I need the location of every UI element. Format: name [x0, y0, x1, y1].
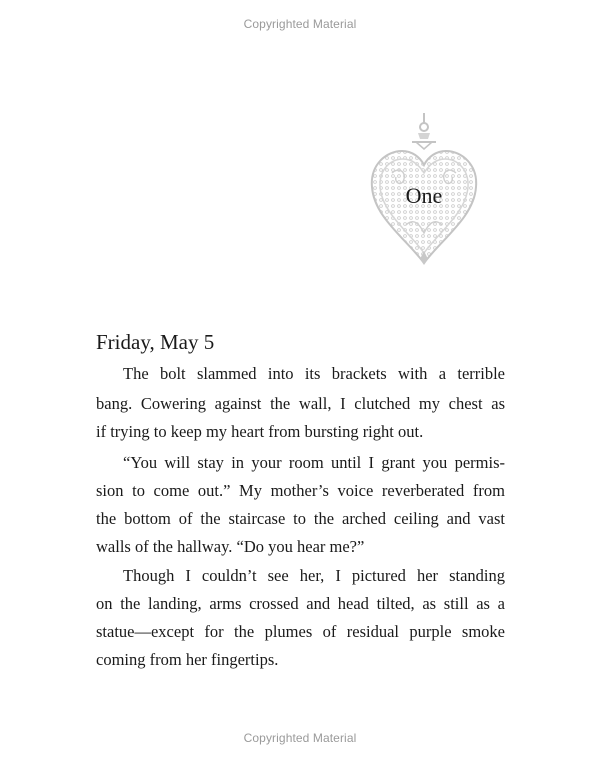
body-line: “You will stay in your room until I grant you permis-	[123, 453, 505, 472]
body-line: on the landing, arms crossed and head tilted, as still as a	[96, 594, 505, 613]
copyright-watermark-bottom: Copyrighted Material	[243, 731, 357, 745]
body-line: The bolt slammed into its brackets with a terrible	[123, 364, 505, 383]
body-line: statue—except for the plumes of residual purple smoke	[96, 622, 505, 641]
body-line: the bottom of the staircase to the arched ceiling and vast	[96, 509, 505, 528]
body-line: if trying to keep my heart from bursting right out.	[96, 422, 424, 441]
copyright-watermark-top: Copyrighted Material	[243, 17, 357, 31]
body-line: Though I couldn’t see her, I pictured her standing	[123, 566, 505, 585]
body-line: bang. Cowering against the wall, I clutched my chest as	[96, 394, 505, 413]
body-line: sion to come out.” My mother’s voice reverberated from	[96, 481, 505, 500]
entry-date-heading: Friday, May 5	[96, 330, 215, 354]
chapter-title: One	[405, 183, 443, 208]
body-line: coming from her fingertips.	[96, 650, 279, 669]
body-line: walls of the hallway. “Do you hear me?”	[96, 537, 365, 556]
